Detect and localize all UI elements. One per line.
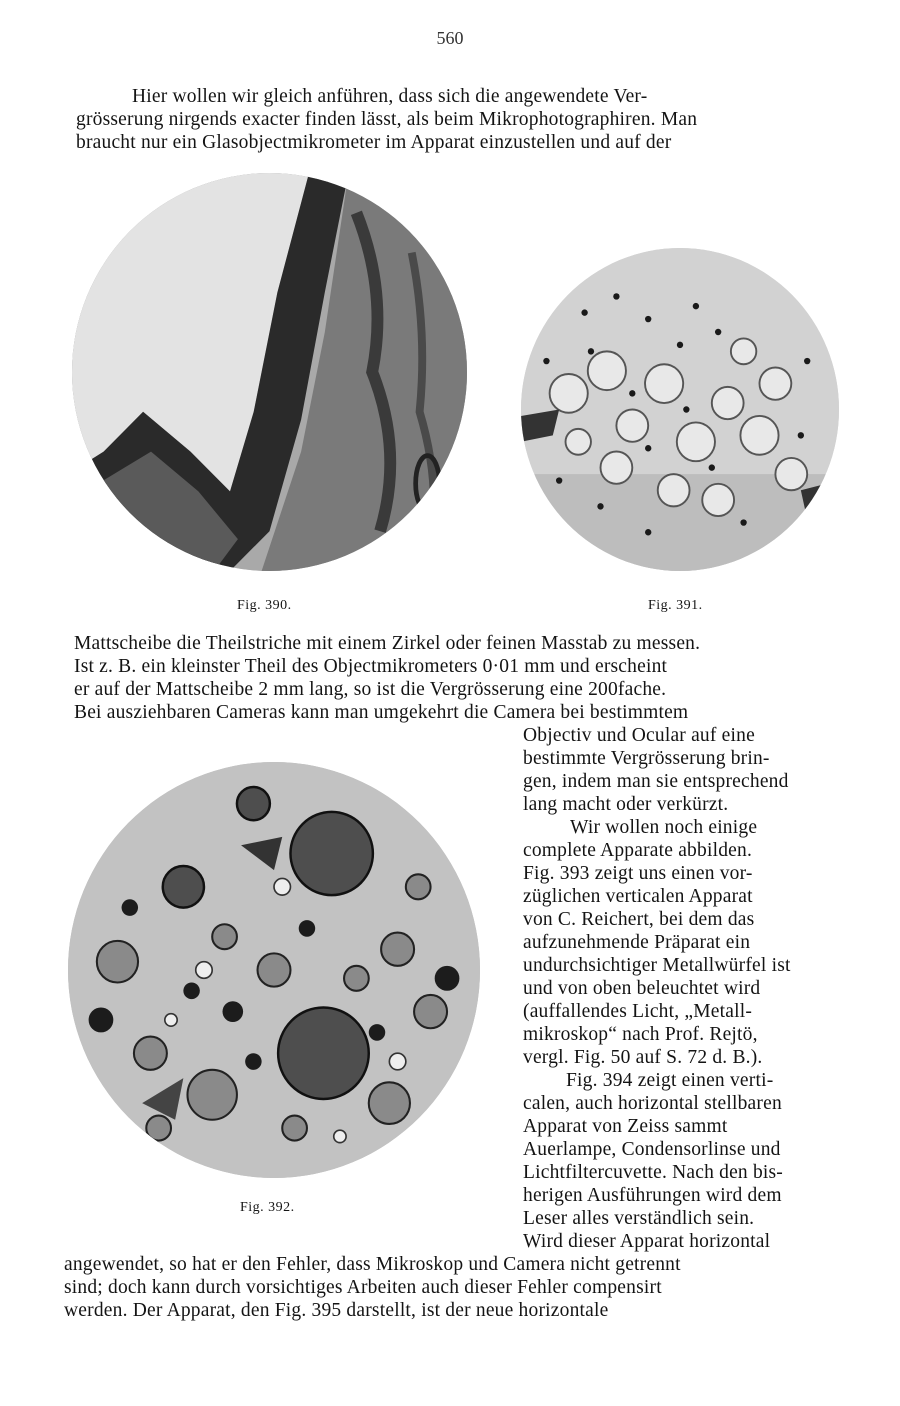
text-line: Wird dieser Apparat horizontal (523, 1231, 771, 1252)
text-line: sind; doch kann durch vorsichtiges Arbeiten auch dieser Fehler compensirt (64, 1277, 662, 1298)
figure-caption-390: Fig. 390. (237, 598, 292, 613)
text-line: Ist z. B. ein kleinster Theil des Objectmikrometers 0·01 mm und erscheint (74, 656, 668, 677)
text-line: complete Apparate abbilden. (523, 840, 753, 861)
text-line: züglichen verticalen Apparat (523, 886, 753, 907)
page-number: 560 (436, 28, 464, 48)
text-line: aufzunehmende Präparat ein (523, 932, 751, 953)
text-line: Lichtfiltercuvette. Nach den bis- (523, 1162, 783, 1183)
text-line: gen, indem man sie entsprechend (523, 771, 789, 792)
text-line: Auerlampe, Condensorlinse und (523, 1139, 781, 1160)
text-line: Fig. 393 zeigt uns einen vor- (523, 863, 753, 884)
figure-caption-392: Fig. 392. (240, 1200, 295, 1215)
text-line: und von oben beleuchtet wird (523, 978, 761, 999)
text-line: calen, auch horizontal stellbaren (523, 1093, 782, 1114)
text-line: lang macht oder verkürzt. (523, 794, 729, 815)
text-line: angewendet, so hat er den Fehler, dass Mikroskop und Camera nicht getrennt (64, 1254, 681, 1275)
text-line: bestimmte Vergrösserung brin- (523, 748, 770, 769)
text-line: Objectiv und Ocular auf eine (523, 725, 755, 746)
text-line: braucht nur ein Glasobjectmikrometer im Apparat einzustellen und auf der (76, 132, 672, 153)
text-line-content: Mattscheibe die Theilstriche mit einem Zirkel oder feinen Masstab zu messen. (74, 633, 701, 654)
text-line: undurchsichtiger Metallwürfel ist (523, 955, 791, 976)
text-line: Bei ausziehbaren Cameras kann man umgekehrt die Camera bei bestimmtem (74, 702, 689, 723)
text-line: Hier wollen wir gleich anführen, dass sich die angewendete Ver- (132, 86, 648, 107)
text-line: von C. Reichert, bei dem das (523, 909, 755, 930)
figure-caption-391: Fig. 391. (648, 598, 703, 613)
micrograph-fig-392 (68, 762, 480, 1178)
text-line: (auffallendes Licht, „Metall- (523, 1001, 753, 1022)
text-line: Apparat von Zeiss sammt (523, 1116, 728, 1137)
micrograph-fig-390 (72, 173, 467, 571)
text-line: werden. Der Apparat, den Fig. 395 darstellt, ist der neue horizontale (64, 1300, 609, 1321)
micrograph-fig-391 (521, 248, 839, 571)
text-line: mikroskop“ nach Prof. Rejtö, (523, 1024, 758, 1045)
text-line: Leser alles verständlich sein. (523, 1208, 755, 1229)
text-line: er auf der Mattscheibe 2 mm lang, so ist die Vergrösserung eine 200fache. (74, 679, 667, 700)
text-line: Fig. 394 zeigt einen verti- (566, 1070, 774, 1091)
text-line: grösserung nirgends exacter finden lässt, als beim Mikrophotographiren. Man (76, 109, 698, 130)
text-line: vergl. Fig. 50 auf S. 72 d. B.). (523, 1047, 763, 1068)
text-line: Wir wollen noch einige (570, 817, 758, 838)
text-line: herigen Ausführungen wird dem (523, 1185, 782, 1206)
text-line (74, 632, 838, 655)
